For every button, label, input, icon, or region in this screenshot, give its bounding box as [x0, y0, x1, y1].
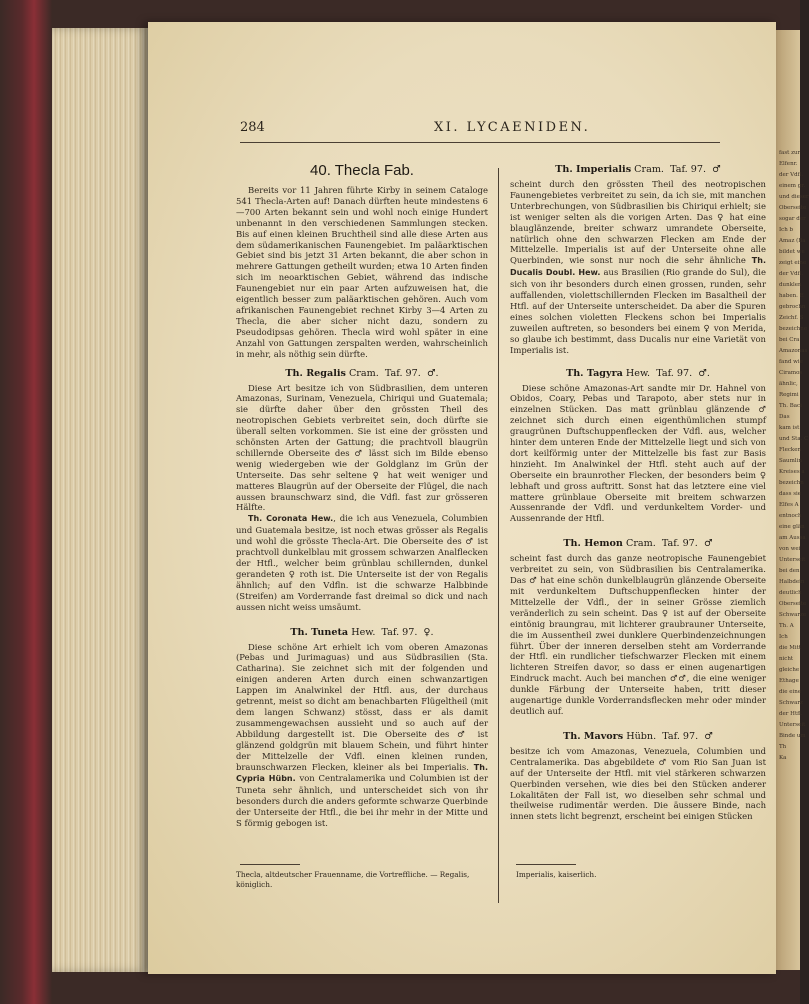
adjacent-page-fragment: Schwarz [779, 700, 803, 706]
adjacent-page-fragment: Elfes A [779, 502, 799, 508]
species-sex: ♂. [426, 367, 439, 379]
footnote-left: Thecla, altdeutscher Frauenname, die Vortreffliche. — Regalis, königlich. [236, 870, 470, 889]
page-header [148, 120, 776, 140]
running-head: XI. LYCAENIDEN. [434, 120, 591, 135]
adjacent-page-fragment: Kreises a [779, 469, 805, 475]
species-name: Th. Tagyra [566, 367, 623, 379]
footnote-rule-right [516, 864, 576, 865]
page-number: 284 [240, 120, 265, 135]
species-author: Hübn. [626, 730, 657, 742]
adjacent-page-fragment: Saumlin [779, 458, 802, 464]
species-heading-tuneta [236, 627, 488, 638]
adjacent-page-fragment: Oberseite [779, 205, 807, 211]
adjacent-page-fragment: bezeichne [779, 326, 808, 332]
column-divider [498, 168, 499, 903]
species-sex: ♂ [703, 538, 713, 550]
adjacent-page-fragment: haben. E [779, 293, 804, 299]
species-plate: Taf. 97. [662, 730, 699, 742]
cypria-text: von Centralamerika und Columbien ist der Tuneta sehr ähnlich, und unterscheidet sich von ihr besonders durch die anders geformte schwarze Querbinde der Unterseite der Htfl., die bei ihr mehr in der Mitte und S förmig gebogen ist. [236, 773, 488, 829]
adjacent-page-fragment: gleiche [779, 667, 800, 673]
imperialis-text: scheint durch den grössten Theil des neotropischen Faunengebietes verbreitet zu sein, da ich sie, mit manchen Unterbrechungen, von Südbrasilien bis Chiriqui erhielt; sie ist weniger selten als die vorigen Arten. Das ♀ hat eine blauglänzende, breiter schwarz umrandete Oberseite, natürlich ohne den schwarzen Flecken am Ende der Mittelzelle. Imperialis ist auf der Unterseite ohne alle Querbinden, wie sonst nur noch die sehr ähnliche [510, 179, 766, 266]
adjacent-page-fragment: die eine [779, 689, 802, 695]
adjacent-page-fragment: der Vdfl. [779, 172, 804, 178]
species-name-ducalis: Th. Ducalis Doubl. Hew. [510, 256, 766, 278]
adjacent-page-fragment: und dieser [779, 194, 809, 200]
species-author: Hew. [351, 626, 376, 638]
species-name: Th. Tuneta [290, 626, 349, 638]
adjacent-page-fragment: Amaz (Ba [779, 238, 806, 244]
book-page [148, 22, 776, 974]
adjacent-page-fragment: Das [779, 414, 790, 420]
page-stack-edge [52, 28, 148, 972]
species-name-cypria: Th. Cypria Hübn. [236, 762, 488, 784]
species-description-mavors: besitze ich vom Amazonas, Venezuela, Columbien und Centralamerika. Das abgebildete ♂ vom Rio San Juan ist auf der Unterseite der Htfl. mit viel stärkeren schwarzen Querbinden versehen, wie dies bei den Stücken anderer Lokalitäten der Fall ist, wo dieselben sehr schmal und theilweise rudimentär werden. Die äussere Binde, nach innen stets licht begrenzt, erscheint bei einigen Stücken [510, 745, 766, 822]
species-description-regalis: Diese Art besitze ich von Südbrasilien, dem unteren Amazonas, Surinam, Venezuela, Chiriqui und Guatemala; sie dürfte daher über den grössten Theil des neotropischen Gebiets verbreitet sein, doch dürfte sie überall selten vorkommen. Sie ist eine der grössten und schönsten Arten der Gattung; die prachtvoll blaugrün schillernde Oberseite des ♂ lässt sich im Bilde ebenso wenig wiedergeben wie der Goldglanz im Grün der Unterseite. Das sehr seltene ♀ hat weit weniger und matteres Blaugrün auf der Oberseite der Flügel, die nach aussen braunschwarz sind, die Vdfl. fast zur grösseren Hälfte. [236, 382, 488, 513]
species-plate: Taf. 97. [661, 538, 698, 550]
species-heading-tagyra [510, 368, 766, 379]
adjacent-page-fragment: Elfenr. [779, 161, 798, 167]
adjacent-page-fragment: Ethage [779, 678, 799, 684]
species-author: Hew. [625, 367, 651, 379]
adjacent-page-fragment: deutlich [779, 590, 802, 596]
species-author: Cram. [634, 164, 664, 175]
species-sex: ♂ [712, 164, 721, 175]
species-plate: Taf. 97. [384, 367, 421, 379]
species-description-coronata [236, 513, 488, 612]
adjacent-page-fragment: Ka [779, 755, 787, 761]
species-sex: ♂. [698, 367, 710, 379]
adjacent-page-edge [776, 30, 809, 970]
genus-heading: 40. Thecla Fab. [310, 162, 414, 179]
adjacent-page-fragment: am Aussa [779, 535, 806, 541]
adjacent-page-fragment: Zeichf. S [779, 315, 804, 321]
species-name-coronata: Th. Coronata Hew. [248, 514, 334, 524]
genus-intro-paragraph: Bereits vor 11 Jahren führte Kirby in seinem Cataloge 541 Thecla-Arten auf! Danach dürften heute mindestens 6—700 Arten bekannt sein und wohl noch einige Hundert unbenannt in den verschiedenen Sammlungen stecken. Bis auf einen kleinen Bruchtheil sind alle diese Arten aus dem südamerikanischen Faunengebiet. Im paläarktischen Gebiet sind bis jetzt 31 Arten bekannt, die aber schon in mehrere Gattungen getheilt wurden; etwa 10 Arten finden sich im neoarktischen Gebiet, während das indische Faunengebiet nur ein paar Arten aufzuweisen hat, die eigentlich besser zum paläarktischen gehören. Auch vom afrikanischen Faunengebiet rechnet Kirby 3—4 Arten zu Thecla, die aber sicher nicht dazu, sondern zu Pseudodipsas gehören. Thecla wird wohl später in eine Anzahl von Gattungen zerspalten werden, wahrscheinlich in mehr, als nöthig sein dürfte. [236, 185, 488, 359]
species-plate: Taf. 97. [656, 367, 693, 379]
species-description-tuneta [236, 642, 488, 829]
adjacent-page-fragment: ähnlic, [779, 381, 798, 387]
adjacent-page-fragment: zeigt eine [779, 260, 807, 266]
adjacent-page-fragment: bezeichn [779, 480, 804, 486]
adjacent-page-fragment: Unterseit [779, 722, 806, 728]
adjacent-page-fragment: Oberseite [779, 601, 807, 607]
adjacent-page-fragment: die Mitt [779, 645, 802, 651]
adjacent-page-fragment: fast zur [779, 150, 801, 156]
adjacent-page-fragment: bildet we [779, 249, 805, 255]
adjacent-page-fragment: Ich [779, 634, 788, 640]
adjacent-page-fragment: Ciramos [779, 370, 803, 376]
left-column [236, 162, 488, 829]
adjacent-page-fragment: einem gr. [779, 183, 806, 189]
adjacent-page-fragment: der Htfl. [779, 711, 803, 717]
adjacent-page-fragment: fand wie [779, 359, 803, 365]
adjacent-page-fragment: Halbdein [779, 579, 805, 585]
adjacent-page-fragment: bei Cra [779, 337, 800, 343]
adjacent-page-fragment: bei den [779, 568, 800, 574]
adjacent-page-fragment: Unterseit [779, 557, 806, 563]
adjacent-page-fragment: entnoch [779, 513, 802, 519]
species-plate: Taf. 97. [381, 626, 418, 638]
adjacent-page-fragment: kam ist [779, 425, 800, 431]
adjacent-page-fragment: Th. A [779, 623, 794, 629]
adjacent-page-fragment: Flecken [779, 447, 802, 453]
species-name: Th. Imperialis [555, 164, 632, 175]
species-heading-imperialis [510, 164, 766, 175]
adjacent-page-fragment: Th. Baci [779, 403, 802, 409]
species-description-imperialis [510, 179, 766, 356]
species-name: Th. Regalis [285, 367, 346, 379]
ducalis-text: aus Brasilien (Rio grande do Sul), die sich von ihr besonders durch einen grossen, runden, sehr auffallenden, violettschillernden Flecken im Basaltheil der Htfl. auf der Unterseite unterscheidet. Da aber die Spuren eines solchen violetten Fleckens schon bei Imperialis zuweilen auftreten, so besonders bei einem ♀ von Merida, so glaube ich bestimmt, dass Ducalis nur eine Varietät von Imperialis ist. [510, 267, 767, 355]
species-heading-hemon [510, 538, 766, 549]
species-author: Cram. [348, 367, 379, 379]
adjacent-page-fragment: dass sie [779, 491, 802, 497]
header-rule [240, 142, 720, 143]
adjacent-page-fragment: Regimi [779, 392, 799, 398]
species-sex: ♂ [704, 730, 713, 742]
adjacent-page-fragment: Binde um [779, 733, 806, 739]
footnote-right: Imperialis, kaiserlich. [516, 870, 597, 879]
adjacent-page-fragment: eine glän [779, 524, 805, 530]
adjacent-page-fragment: Schwarze [779, 612, 807, 618]
species-heading-regalis [236, 368, 488, 379]
adjacent-page-fragment: und Sta. C [779, 436, 809, 442]
coronata-text: , die ich aus Venezuela, Columbien und Guatemala besitze, ist noch etwas grösser als Regalis und wohl die grösste Thecla-Art. Die Oberseite des ♂ ist prachtvoll dunkelblau mit grossem schwarzen Analflecken der Htfl., welcher beim grünblau schillernden, dunkel gerandeten ♀ roth ist. Die Unterseite ist der von Regalis ähnlich; auf den Vdfln. ist die schwarze Halbbinde (Streifen) am Vorderrande fast dreimal so dick und nach aussen nicht weiss umsäumt. [236, 513, 488, 612]
species-name: Th. Hemon [563, 538, 623, 550]
species-heading-mavors [510, 731, 766, 742]
species-plate: Taf. 97. [670, 164, 707, 175]
species-name: Th. Mavors [563, 730, 624, 742]
adjacent-page-fragment: der Vdfl. [779, 271, 804, 277]
adjacent-page-fragment: Th [779, 744, 787, 750]
adjacent-page-fragment: nicht [779, 656, 794, 662]
footnote-rule-left [240, 864, 300, 865]
adjacent-page-fragment: sogar der [779, 216, 806, 222]
adjacent-page-fragment: Ich b [779, 227, 794, 233]
adjacent-page-fragment: gebrochn [779, 304, 806, 310]
species-author: Cram. [625, 538, 656, 550]
adjacent-page-fragment: Amazonas [779, 348, 808, 354]
species-description-tagyra: Diese schöne Amazonas-Art sandte mir Dr. Hahnel von Obidos, Coary, Pebas und Tarapoto, aber stets nur in einzelnen Stücken. Das matt grünblau glänzende ♂ zeichnet sich durch einen eigenthümlichen stumpf graugrünen Duftschuppenflecken der Vdfl. aus, welcher hinter dem unteren Ende der Mittelzelle liegt und sich von dort keilförmig unter der Mittelzelle bis fast zur Basis hinzieht. Im Analwinkel der Htfl. steht auch auf der Oberseite ein braunrother Flecken, der besonders beim ♀ lebhaft und gross auftritt. Sonst hat das letztere eine viel mattere grünblaue Oberseite mit breitem schwarzen Aussenrande der Vdfl. und verdunkeltem Vorder- und Aussenrande der Htfl. [510, 382, 766, 524]
species-sex: ♀. [423, 626, 434, 638]
tuneta-text: Diese schöne Art erhielt ich vom oberen Amazonas (Pebas und Jurimaguas) und aus Südbrasilien (Sta. Catharina). Sie zeichnet sich mit der folgenden und einigen anderen Arten durch einen schwanzartigen Lappen im Analwinkel der Htfl. aus, der durchaus getrennt, meist so dicht am benachbarten Flügeltheil (mit dem langen Schwanz) stösst, dass er als damit zusammengewachsen aussieht und so auch auf der Abbildung dargestellt ist. Die Oberseite des ♂ ist glänzend goldgrün mit blauem Schein, und führt hinter der Mittelzelle der Vdfl. einen kleinen runden, braunschwarzen Flecken, kleiner als bei Imperialis. [236, 641, 488, 772]
adjacent-page-fragment: dunklen [779, 282, 802, 288]
adjacent-page-fragment: von wei [779, 546, 801, 552]
species-description-hemon: scheint fast durch das ganze neotropische Faunengebiet verbreitet zu sein, von Südbrasilien bis Centralamerika. Das ♂ hat eine schön dunkelblaugrün glänzende Oberseite mit verdunkeltem Duftschuppenflecken hinter der Mittelzelle der Vdfl., der in seiner Grösse ziemlich veränderlich zu sein scheint. Das ♀ ist auf der Oberseite eintönig braungrau, mit lichterer graubrauner Unterseite, die im Aussentheil zwei dunklere Querbindenzeichnungen führt. Über der inneren derselben steht am Vorderrande der Htfl. ein rundlicher tiefschwarzer Flecken mit einem lichteren Streifen davor, so dass er einen augenartigen Eindruck macht. Auch bei manchen ♂♂, die eine weniger dunkle Färbung der Unterseite haben, tritt dieser augenartige dunkle Vorderrandsflecken mehr oder minder deutlich auf. [510, 553, 766, 716]
right-column [510, 162, 766, 822]
